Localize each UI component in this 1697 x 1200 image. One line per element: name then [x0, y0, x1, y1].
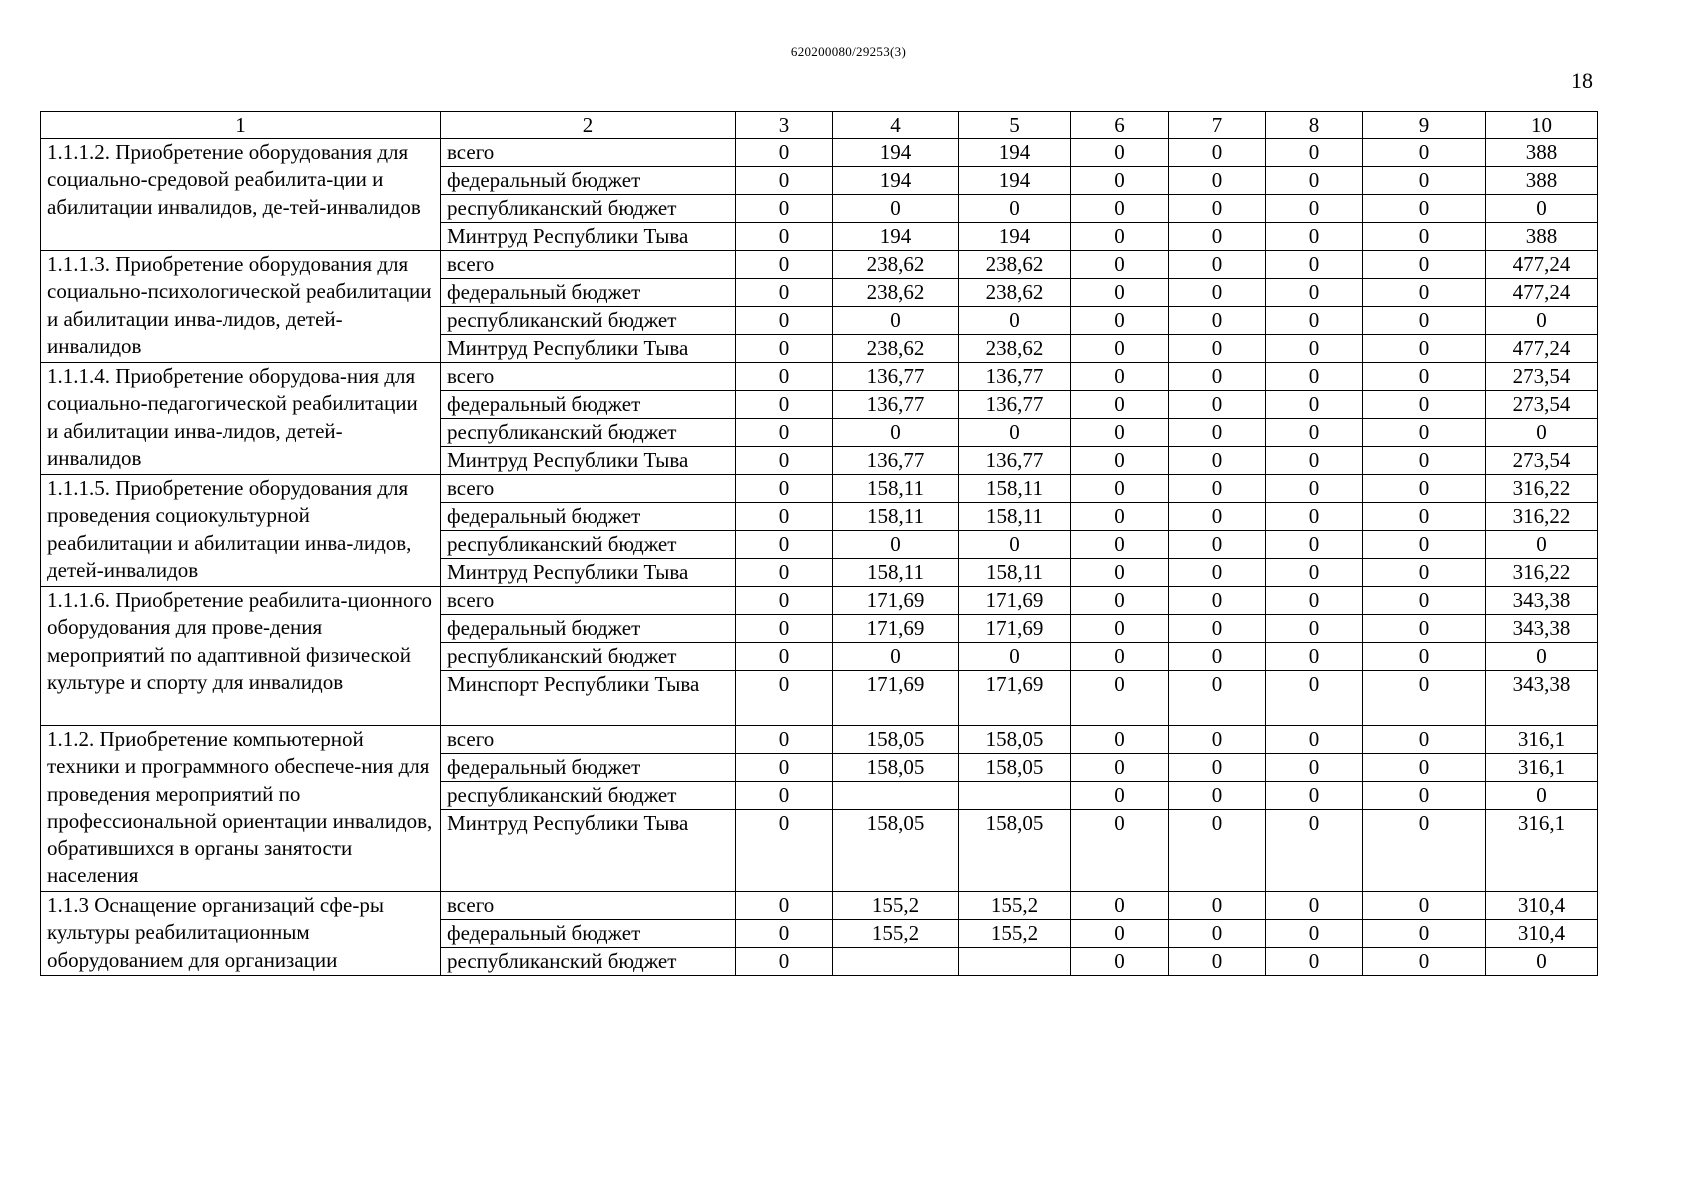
value-cell: 0 — [1266, 223, 1363, 251]
value-cell: 194 — [959, 223, 1071, 251]
activity-name-cell: 1.1.1.3. Приобретение оборудования для социально-психологической реабилитации и абилитации инва-лидов, детей-инвалидов — [41, 251, 441, 363]
value-cell: 0 — [736, 531, 833, 559]
value-cell: 0 — [1071, 167, 1169, 195]
value-cell: 0 — [1169, 892, 1266, 920]
value-cell: 388 — [1486, 223, 1598, 251]
value-cell: 158,05 — [959, 810, 1071, 892]
value-cell: 0 — [1169, 643, 1266, 671]
funding-source-cell: республиканский бюджет — [441, 948, 736, 976]
value-cell: 0 — [1169, 363, 1266, 391]
funding-source-cell: республиканский бюджет — [441, 419, 736, 447]
value-cell: 0 — [1266, 335, 1363, 363]
value-cell: 0 — [1169, 223, 1266, 251]
table-header-row — [41, 112, 1598, 139]
value-cell: 171,69 — [833, 587, 959, 615]
value-cell: 158,11 — [959, 559, 1071, 587]
value-cell: 0 — [1363, 307, 1486, 335]
value-cell: 0 — [1486, 782, 1598, 810]
value-cell: 316,1 — [1486, 726, 1598, 754]
value-cell: 316,1 — [1486, 810, 1598, 892]
table-row — [41, 363, 1598, 391]
value-cell: 0 — [1071, 419, 1169, 447]
value-cell: 238,62 — [833, 335, 959, 363]
value-cell: 0 — [1266, 615, 1363, 643]
value-cell: 0 — [1169, 139, 1266, 167]
value-cell: 0 — [1169, 615, 1266, 643]
value-cell: 0 — [1266, 920, 1363, 948]
value-cell: 0 — [736, 587, 833, 615]
table-row — [41, 726, 1598, 754]
value-cell — [833, 948, 959, 976]
value-cell: 0 — [1169, 447, 1266, 475]
column-header: 1 — [41, 112, 441, 139]
value-cell: 0 — [1363, 223, 1486, 251]
value-cell: 477,24 — [1486, 279, 1598, 307]
value-cell: 0 — [736, 251, 833, 279]
funding-source-cell: федеральный бюджет — [441, 167, 736, 195]
value-cell: 0 — [1363, 920, 1486, 948]
value-cell: 0 — [1363, 615, 1486, 643]
funding-source-cell: федеральный бюджет — [441, 391, 736, 419]
value-cell: 0 — [1266, 251, 1363, 279]
value-cell: 0 — [959, 419, 1071, 447]
column-header: 10 — [1486, 112, 1598, 139]
funding-source-cell: Минтруд Республики Тыва — [441, 223, 736, 251]
value-cell: 0 — [736, 447, 833, 475]
funding-source-cell: федеральный бюджет — [441, 920, 736, 948]
funding-source-cell: всего — [441, 139, 736, 167]
value-cell: 0 — [736, 419, 833, 447]
value-cell: 0 — [1486, 307, 1598, 335]
value-cell: 0 — [1169, 671, 1266, 726]
value-cell: 0 — [1363, 391, 1486, 419]
value-cell: 0 — [1363, 419, 1486, 447]
value-cell: 0 — [1363, 782, 1486, 810]
value-cell: 477,24 — [1486, 335, 1598, 363]
value-cell: 273,54 — [1486, 391, 1598, 419]
value-cell: 0 — [1266, 531, 1363, 559]
value-cell: 0 — [1169, 531, 1266, 559]
column-header: 6 — [1071, 112, 1169, 139]
value-cell: 0 — [1363, 948, 1486, 976]
value-cell: 0 — [1266, 503, 1363, 531]
value-cell: 0 — [1169, 754, 1266, 782]
funding-source-cell: федеральный бюджет — [441, 615, 736, 643]
activity-name-cell: 1.1.3 Оснащение организаций сфе-ры культуры реабилитационным оборудованием для организации — [41, 892, 441, 976]
table-row — [41, 251, 1598, 279]
value-cell: 0 — [1363, 643, 1486, 671]
value-cell: 136,77 — [833, 391, 959, 419]
value-cell: 273,54 — [1486, 363, 1598, 391]
value-cell: 0 — [736, 559, 833, 587]
value-cell: 0 — [1266, 671, 1363, 726]
value-cell: 158,05 — [833, 754, 959, 782]
value-cell: 238,62 — [959, 279, 1071, 307]
value-cell: 158,11 — [833, 559, 959, 587]
value-cell: 158,11 — [833, 503, 959, 531]
column-header: 4 — [833, 112, 959, 139]
value-cell: 136,77 — [959, 363, 1071, 391]
value-cell: 0 — [1486, 531, 1598, 559]
value-cell: 0 — [1266, 754, 1363, 782]
funding-source-cell: всего — [441, 587, 736, 615]
value-cell: 0 — [1071, 754, 1169, 782]
value-cell: 0 — [736, 726, 833, 754]
value-cell: 0 — [1071, 643, 1169, 671]
value-cell: 0 — [1266, 447, 1363, 475]
value-cell: 158,05 — [833, 810, 959, 892]
column-header: 3 — [736, 112, 833, 139]
value-cell: 0 — [1169, 419, 1266, 447]
value-cell: 0 — [833, 307, 959, 335]
value-cell: 0 — [1266, 363, 1363, 391]
value-cell: 0 — [1071, 810, 1169, 892]
value-cell: 158,05 — [959, 726, 1071, 754]
value-cell: 0 — [736, 671, 833, 726]
value-cell: 136,77 — [833, 363, 959, 391]
value-cell: 155,2 — [833, 892, 959, 920]
value-cell: 155,2 — [959, 920, 1071, 948]
value-cell: 0 — [1071, 892, 1169, 920]
value-cell: 0 — [1071, 335, 1169, 363]
value-cell: 0 — [1486, 643, 1598, 671]
value-cell: 0 — [1266, 391, 1363, 419]
value-cell: 0 — [736, 279, 833, 307]
funding-source-cell: Минспорт Республики Тыва — [441, 671, 736, 726]
value-cell: 0 — [1363, 363, 1486, 391]
value-cell: 0 — [736, 503, 833, 531]
value-cell: 0 — [1071, 363, 1169, 391]
value-cell: 0 — [1363, 251, 1486, 279]
value-cell: 0 — [1266, 475, 1363, 503]
funding-source-cell: федеральный бюджет — [441, 754, 736, 782]
activity-name-cell: 1.1.1.4. Приобретение оборудова-ния для социально-педагогической реабилитации и абилитации инва-лидов, детей-инвалидов — [41, 363, 441, 475]
activity-name-cell: 1.1.1.2. Приобретение оборудования для социально-средовой реабилита-ции и абилитации инвалидов, де-тей-инвалидов — [41, 139, 441, 251]
value-cell: 0 — [736, 223, 833, 251]
value-cell: 0 — [959, 307, 1071, 335]
value-cell: 388 — [1486, 139, 1598, 167]
value-cell: 0 — [1169, 391, 1266, 419]
value-cell — [959, 782, 1071, 810]
value-cell: 0 — [736, 363, 833, 391]
funding-source-cell: федеральный бюджет — [441, 279, 736, 307]
value-cell: 0 — [1071, 223, 1169, 251]
value-cell: 0 — [1266, 195, 1363, 223]
value-cell: 0 — [1071, 475, 1169, 503]
value-cell: 0 — [1071, 195, 1169, 223]
value-cell: 0 — [1363, 892, 1486, 920]
value-cell: 0 — [1071, 782, 1169, 810]
value-cell — [959, 948, 1071, 976]
funding-source-cell: республиканский бюджет — [441, 195, 736, 223]
value-cell: 0 — [833, 419, 959, 447]
value-cell: 0 — [736, 475, 833, 503]
column-header: 2 — [441, 112, 736, 139]
value-cell: 0 — [1071, 615, 1169, 643]
value-cell: 0 — [736, 810, 833, 892]
value-cell: 0 — [1169, 559, 1266, 587]
value-cell: 0 — [1486, 195, 1598, 223]
value-cell: 0 — [736, 195, 833, 223]
value-cell: 0 — [1363, 754, 1486, 782]
value-cell: 0 — [1169, 810, 1266, 892]
funding-source-cell: всего — [441, 726, 736, 754]
value-cell: 0 — [1363, 810, 1486, 892]
value-cell: 0 — [736, 643, 833, 671]
value-cell: 316,22 — [1486, 475, 1598, 503]
column-header: 8 — [1266, 112, 1363, 139]
value-cell: 477,24 — [1486, 251, 1598, 279]
value-cell: 0 — [1169, 503, 1266, 531]
budget-table — [40, 111, 1598, 976]
value-cell: 0 — [959, 531, 1071, 559]
activity-name-cell: 1.1.1.5. Приобретение оборудования для проведения социокультурной реабилитации и абилитации инва-лидов, детей-инвалидов — [41, 475, 441, 587]
value-cell: 238,62 — [833, 279, 959, 307]
value-cell: 0 — [736, 892, 833, 920]
funding-source-cell: республиканский бюджет — [441, 782, 736, 810]
value-cell: 343,38 — [1486, 615, 1598, 643]
value-cell: 0 — [1363, 139, 1486, 167]
funding-source-cell: республиканский бюджет — [441, 531, 736, 559]
value-cell: 0 — [1169, 307, 1266, 335]
value-cell: 0 — [1169, 167, 1266, 195]
value-cell: 0 — [736, 167, 833, 195]
value-cell: 194 — [959, 167, 1071, 195]
value-cell: 0 — [1169, 726, 1266, 754]
value-cell: 0 — [1169, 920, 1266, 948]
value-cell: 0 — [736, 948, 833, 976]
value-cell: 343,38 — [1486, 587, 1598, 615]
value-cell: 171,69 — [833, 671, 959, 726]
table-row — [41, 139, 1598, 167]
value-cell: 0 — [1363, 447, 1486, 475]
value-cell: 0 — [1266, 559, 1363, 587]
funding-source-cell: всего — [441, 475, 736, 503]
value-cell: 0 — [1266, 948, 1363, 976]
value-cell: 0 — [833, 195, 959, 223]
value-cell: 0 — [1169, 251, 1266, 279]
value-cell: 0 — [1363, 726, 1486, 754]
document-id: 620200080/29253(3) — [790, 44, 907, 59]
value-cell: 0 — [1266, 643, 1363, 671]
activity-name-cell: 1.1.1.6. Приобретение реабилита-ционного оборудования для прове-дения мероприятий по адаптивной физической культуре и спорту для инвалидов — [41, 587, 441, 726]
value-cell: 0 — [1071, 920, 1169, 948]
column-header: 5 — [959, 112, 1071, 139]
value-cell: 158,05 — [833, 726, 959, 754]
value-cell: 155,2 — [833, 920, 959, 948]
table-row — [41, 587, 1598, 615]
value-cell: 0 — [1363, 167, 1486, 195]
value-cell: 0 — [736, 615, 833, 643]
value-cell: 238,62 — [959, 335, 1071, 363]
value-cell: 0 — [1169, 279, 1266, 307]
value-cell: 0 — [1486, 419, 1598, 447]
value-cell: 171,69 — [833, 615, 959, 643]
value-cell: 0 — [736, 391, 833, 419]
value-cell: 0 — [1266, 139, 1363, 167]
value-cell: 171,69 — [959, 671, 1071, 726]
value-cell: 0 — [959, 195, 1071, 223]
funding-source-cell: республиканский бюджет — [441, 307, 736, 335]
column-header: 7 — [1169, 112, 1266, 139]
value-cell: 0 — [959, 643, 1071, 671]
value-cell: 0 — [1363, 279, 1486, 307]
value-cell: 0 — [1169, 587, 1266, 615]
activity-name-cell: 1.1.2. Приобретение компьютерной техники и программного обеспече-ния для проведения мероприятий по профессиональной ориентации инвалидов, обратившихся в органы занятости населения — [41, 726, 441, 892]
value-cell: 0 — [1363, 335, 1486, 363]
value-cell: 310,4 — [1486, 892, 1598, 920]
value-cell: 0 — [1266, 810, 1363, 892]
funding-source-cell: Минтруд Республики Тыва — [441, 810, 736, 892]
value-cell: 238,62 — [959, 251, 1071, 279]
value-cell: 0 — [1266, 587, 1363, 615]
value-cell: 316,22 — [1486, 559, 1598, 587]
value-cell: 0 — [1071, 587, 1169, 615]
value-cell: 0 — [833, 531, 959, 559]
value-cell: 0 — [1266, 419, 1363, 447]
value-cell: 0 — [736, 307, 833, 335]
value-cell: 0 — [1071, 447, 1169, 475]
funding-source-cell: всего — [441, 892, 736, 920]
value-cell: 158,11 — [959, 475, 1071, 503]
funding-source-cell: республиканский бюджет — [441, 643, 736, 671]
value-cell: 158,11 — [959, 503, 1071, 531]
value-cell: 273,54 — [1486, 447, 1598, 475]
value-cell: 0 — [1266, 279, 1363, 307]
value-cell: 194 — [833, 223, 959, 251]
value-cell: 0 — [1071, 671, 1169, 726]
value-cell: 0 — [1266, 892, 1363, 920]
value-cell: 158,11 — [833, 475, 959, 503]
value-cell: 0 — [1266, 782, 1363, 810]
value-cell: 0 — [1071, 503, 1169, 531]
value-cell: 0 — [1071, 559, 1169, 587]
value-cell: 0 — [736, 139, 833, 167]
value-cell: 0 — [1071, 391, 1169, 419]
value-cell: 0 — [1363, 475, 1486, 503]
value-cell: 0 — [1266, 167, 1363, 195]
value-cell: 0 — [1363, 195, 1486, 223]
table-row — [41, 892, 1598, 920]
value-cell: 0 — [1071, 726, 1169, 754]
value-cell: 238,62 — [833, 251, 959, 279]
value-cell: 343,38 — [1486, 671, 1598, 726]
value-cell: 0 — [1071, 531, 1169, 559]
page-number: 18 — [1571, 68, 1593, 93]
value-cell: 310,4 — [1486, 920, 1598, 948]
funding-source-cell: федеральный бюджет — [441, 503, 736, 531]
value-cell: 194 — [959, 139, 1071, 167]
value-cell: 0 — [1266, 307, 1363, 335]
value-cell: 0 — [1071, 279, 1169, 307]
table-row — [41, 475, 1598, 503]
value-cell: 158,05 — [959, 754, 1071, 782]
value-cell: 136,77 — [833, 447, 959, 475]
value-cell: 0 — [1071, 251, 1169, 279]
value-cell: 0 — [1363, 531, 1486, 559]
value-cell: 0 — [1169, 195, 1266, 223]
value-cell: 136,77 — [959, 447, 1071, 475]
value-cell — [833, 782, 959, 810]
column-header: 9 — [1363, 112, 1486, 139]
value-cell: 0 — [1486, 948, 1598, 976]
value-cell: 316,22 — [1486, 503, 1598, 531]
value-cell: 0 — [1071, 307, 1169, 335]
value-cell: 136,77 — [959, 391, 1071, 419]
value-cell: 0 — [736, 754, 833, 782]
value-cell: 0 — [1169, 335, 1266, 363]
value-cell: 0 — [1071, 139, 1169, 167]
value-cell: 155,2 — [959, 892, 1071, 920]
value-cell: 171,69 — [959, 587, 1071, 615]
funding-source-cell: Минтруд Республики Тыва — [441, 559, 736, 587]
value-cell: 0 — [1169, 948, 1266, 976]
value-cell: 0 — [1266, 726, 1363, 754]
value-cell: 0 — [736, 335, 833, 363]
funding-source-cell: Минтруд Республики Тыва — [441, 335, 736, 363]
value-cell: 0 — [1363, 559, 1486, 587]
value-cell: 0 — [1169, 475, 1266, 503]
value-cell: 0 — [1363, 503, 1486, 531]
value-cell: 194 — [833, 139, 959, 167]
value-cell: 0 — [736, 920, 833, 948]
value-cell: 0 — [1071, 948, 1169, 976]
funding-source-cell: Минтруд Республики Тыва — [441, 447, 736, 475]
value-cell: 388 — [1486, 167, 1598, 195]
value-cell: 194 — [833, 167, 959, 195]
value-cell: 0 — [1363, 671, 1486, 726]
value-cell: 316,1 — [1486, 754, 1598, 782]
funding-source-cell: всего — [441, 251, 736, 279]
value-cell: 0 — [1363, 587, 1486, 615]
value-cell: 0 — [736, 782, 833, 810]
value-cell: 0 — [833, 643, 959, 671]
funding-source-cell: всего — [441, 363, 736, 391]
value-cell: 0 — [1169, 782, 1266, 810]
value-cell: 171,69 — [959, 615, 1071, 643]
